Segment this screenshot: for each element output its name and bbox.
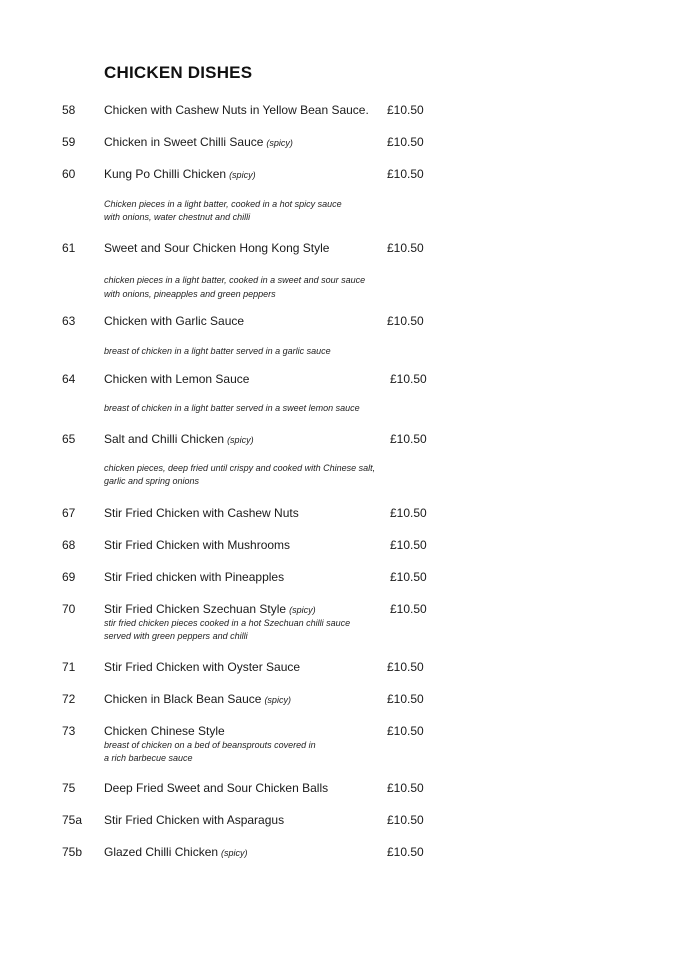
item-price: £10.50 [387,314,424,328]
item-number: 63 [62,314,76,328]
spicy-note: (spicy) [264,695,291,705]
item-name [104,724,225,738]
item-price: £10.50 [387,167,424,181]
item-price: £10.50 [390,506,427,520]
item-name [104,314,244,328]
item-description: served with green peppers and chilli [104,631,248,641]
item-number: 60 [62,167,76,181]
item-number: 58 [62,103,76,117]
item-number: 73 [62,724,76,738]
item-number: 75 [62,781,76,795]
item-description: garlic and spring onions [104,476,200,486]
item-price: £10.50 [387,724,424,738]
item-name [104,813,284,827]
item-name-text: Chicken with Cashew Nuts in Yellow Bean Sauce. [104,103,369,117]
item-number: 69 [62,570,76,584]
item-description: Chicken pieces in a light batter, cooked in a hot spicy sauce [104,199,342,209]
item-name-text: Chicken in Sweet Chilli Sauce [104,135,264,149]
item-name-text: Deep Fried Sweet and Sour Chicken Balls [104,781,329,795]
item-name [104,241,329,255]
item-name-text: Salt and Chilli Chicken [104,432,225,446]
item-name [104,432,254,446]
item-price: £10.50 [387,103,424,117]
spicy-note: (spicy) [227,435,254,445]
item-price: £10.50 [387,660,424,674]
item-price: £10.50 [387,845,424,859]
item-name [104,135,293,149]
item-description: breast of chicken in a light batter served in a garlic sauce [104,346,331,356]
item-name-text: Stir Fried Chicken Szechuan Style [104,602,287,616]
item-number: 61 [62,241,76,255]
item-price: £10.50 [387,135,424,149]
item-number: 70 [62,602,76,616]
item-description: stir fried chicken pieces cooked in a hot Szechuan chilli sauce [104,618,351,628]
item-name [104,781,328,795]
item-price: £10.50 [387,241,424,255]
item-price: £10.50 [390,602,427,616]
item-price: £10.50 [390,432,427,446]
spicy-note: (spicy) [266,138,293,148]
item-name-text: Stir Fried Chicken with Cashew Nuts [104,506,299,520]
item-number: 67 [62,506,76,520]
spicy-note: (spicy) [229,170,256,180]
item-name-text: Chicken with Garlic Sauce [104,314,245,328]
item-number: 68 [62,538,76,552]
item-name [104,167,256,181]
item-description: with onions, water chestnut and chilli [104,212,251,222]
item-number: 75b [62,845,83,859]
item-number: 71 [62,660,76,674]
item-name-text: Chicken Chinese Style [104,724,225,738]
item-name-text: Chicken in Black Bean Sauce [104,692,262,706]
item-name [104,103,369,117]
spicy-note: (spicy) [289,605,316,615]
item-number: 64 [62,372,76,386]
item-number: 75a [62,813,83,827]
item-name-text: Chicken with Lemon Sauce [104,372,250,386]
item-name [104,692,291,706]
item-description: a rich barbecue sauce [104,753,193,763]
item-price: £10.50 [390,538,427,552]
item-name [104,660,300,674]
item-price: £10.50 [390,570,427,584]
item-name-text: Kung Po Chilli Chicken [104,167,227,181]
item-name [104,602,316,616]
item-name [104,538,290,552]
item-number: 59 [62,135,76,149]
item-description: chicken pieces in a light batter, cooked in a sweet and sour sauce [104,275,366,285]
spicy-note: (spicy) [221,848,248,858]
item-description: breast of chicken on a bed of beansprouts covered in [104,740,316,750]
item-number: 65 [62,432,76,446]
item-name-text: Stir Fried Chicken with Mushrooms [104,538,291,552]
item-price: £10.50 [387,692,424,706]
item-name [104,372,249,386]
item-name-text: Glazed Chilli Chicken [104,845,219,859]
item-price: £10.50 [387,813,424,827]
item-name [104,570,284,584]
item-name-text: Stir Fried chicken with Pineapples [104,570,285,584]
item-name-text: Sweet and Sour Chicken Hong Kong Style [104,241,330,255]
item-name-text: Stir Fried Chicken with Oyster Sauce [104,660,301,674]
item-name [104,845,248,859]
item-price: £10.50 [390,372,427,386]
item-name-text: Stir Fried Chicken with Asparagus [104,813,285,827]
item-price: £10.50 [387,781,424,795]
item-description: breast of chicken in a light batter served in a sweet lemon sauce [104,403,360,413]
item-number: 72 [62,692,76,706]
section-title: CHICKEN DISHES [104,63,253,82]
item-description: chicken pieces, deep fried until crispy and cooked with Chinese salt, [104,463,376,473]
item-name [104,506,299,520]
item-description: with onions, pineapples and green peppers [104,289,276,299]
